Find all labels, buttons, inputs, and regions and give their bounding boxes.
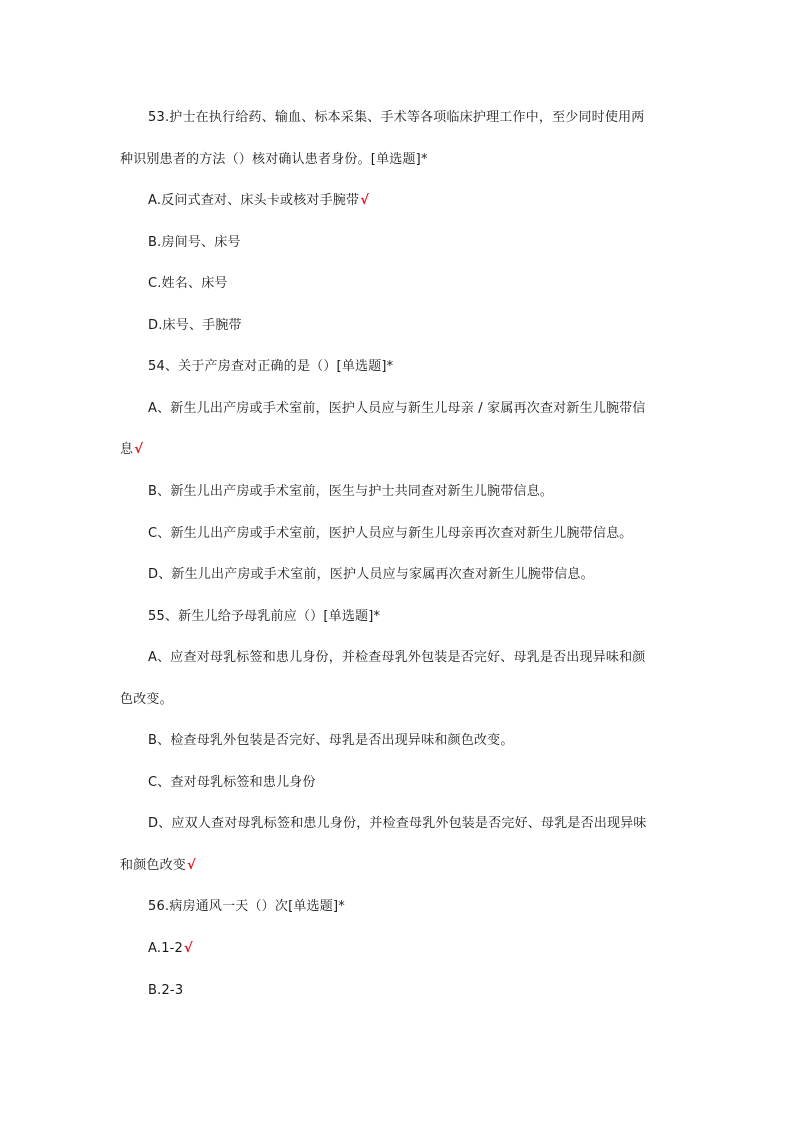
q53-option-a-text: A.反问式查对、床头卡或核对手腕带 — [148, 193, 360, 208]
q56-option-b: B.2-3 — [148, 983, 184, 998]
correct-check-icon: √ — [187, 858, 196, 873]
q56-option-a-text: A.1-2 — [148, 941, 184, 956]
q53-option-d: D.床号、手腕带 — [148, 318, 242, 333]
q54-question: 54、关于产房查对正确的是（）[单选题]* — [148, 359, 394, 374]
q54-option-d: D、新生儿出产房或手术室前，医护人员应与家属再次查对新生儿腕带信息。 — [148, 567, 594, 582]
q53-question-line2: 种识别患者的方法（）核对确认患者身份。[单选题]* — [120, 152, 428, 167]
q54-option-a-line2 — [120, 440, 143, 460]
q54-option-c: C、新生儿出产房或手术室前，医护人员应与新生儿母亲再次查对新生儿腕带信息。 — [148, 526, 633, 541]
q54-option-b: B、新生儿出产房或手术室前，医生与护士共同查对新生儿腕带信息。 — [148, 484, 554, 499]
q53-option-c: C.姓名、床号 — [148, 276, 228, 291]
q55-option-a-line1: A、应查对母乳标签和患儿身份，并检查母乳外包装是否完好、母乳是否出现异味和颜 — [148, 650, 646, 665]
q55-option-c: C、查对母乳标签和患儿身份 — [148, 775, 316, 790]
q55-question: 55、新生儿给予母乳前应（）[单选题]* — [148, 609, 381, 624]
q55-option-a-line2: 色改变。 — [120, 692, 173, 707]
q56-question: 56.病房通风一天（）次[单选题]* — [148, 899, 345, 914]
q55-option-d-line2-text: 和颜色改变 — [120, 858, 187, 873]
q56-option-a — [148, 939, 193, 959]
q55-option-d-line1: D、应双人查对母乳标签和患儿身份，并检查母乳外包装是否完好、母乳是否出现异味 — [148, 816, 647, 831]
correct-check-icon: √ — [360, 193, 370, 208]
q54-option-a-line1: A、新生儿出产房或手术室前，医护人员应与新生儿母亲 / 家属再次查对新生儿腕带信 — [148, 401, 646, 416]
q53-question-line1: 53.护士在执行给药、输血、标本采集、手术等各项临床护理工作中，至少同时使用两 — [148, 110, 645, 125]
q55-option-d-line2 — [120, 856, 196, 876]
q54-option-a-line2-text: 息 — [120, 442, 134, 457]
q55-option-b: B、检查母乳外包装是否完好、母乳是否出现异味和颜色改变。 — [148, 733, 514, 748]
correct-check-icon: √ — [184, 941, 193, 956]
q53-option-b: B.房间号、床号 — [148, 235, 241, 250]
q53-option-a — [148, 191, 369, 211]
correct-check-icon: √ — [134, 442, 144, 457]
